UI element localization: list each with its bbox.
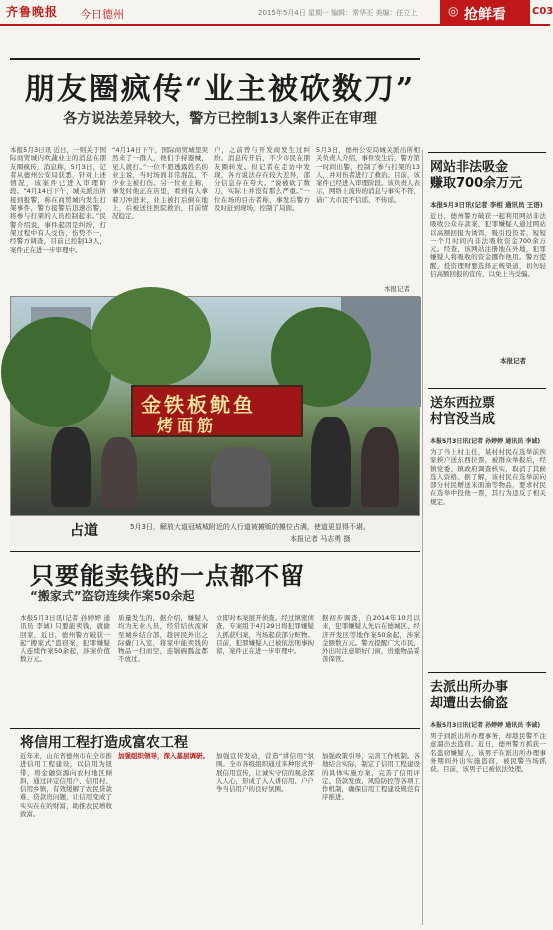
stall-sign-text: 烤面筋 (157, 416, 218, 435)
issue-meta: 2015年5月4日 星期一 编辑：常华丕 美编：任立上 (258, 9, 418, 17)
story2-subhead: “搬家式”盗窃连续作案50余起 (30, 589, 195, 603)
story3-column-4: 加强政策引导，完善工作机制。各地结合实际，制定了信用工程建设的具体实施方案，完善了信用评定、贷款发放、风险防控等各项工作机制，确保信用工程建设规范有序推进。 (322, 752, 420, 802)
sidebar-rule (428, 388, 546, 389)
sidebar-story2-title: 送东西拉票 村官没当成 (430, 396, 496, 427)
story1-column-2: “4月14日下午，国际商贸城里突然来了一群人，他们手持器械，见人就打。”一位不愿透露姓名的业主说，当时场面非常混乱，不少业主被打伤。另一位业主称，事发时他正在店里，看到有人拿着刀冲进来，业主被打后倒在地上，后被送往医院救治，目前情况稳定。 (112, 146, 208, 221)
story1-column-1: 本报5月3日讯 近日，一则关于国际商贸城内吹蔬业主的消息在朋友圈疯传，消息称，5月3日，记者从德州公安局获悉，针对上述情况，该案件已进入审理阶段。“4月14日下午，城关派出所接到报警，称在商贸城内发生打架事件，警方接警后迅速出警，将参与打架的人员控制起来。”民警介绍说，事件起因是纠纷，打架过程中有人受伤，伤势不一，经警方调查，目前已控制13人，案件正在进一步审理中。 (10, 146, 106, 254)
photo-stall-counter (211, 447, 271, 507)
story2-column-2: 质量发生的，据介绍，嫌疑人均为无业人员，经常结伙流窜至城乡结合部，趁居民外出之际撬门入室，将家中能卖钱的物品一扫而空，连锅碗瓢盆都不放过。 (118, 614, 208, 664)
sidebar-rule (428, 672, 546, 673)
section-divider (10, 728, 420, 729)
page-number: C03 (532, 6, 553, 17)
story1-byline: 本报记者 (384, 285, 410, 293)
sidebar-story3-title: 去派出所办事 却遭出去偷盗 (430, 680, 509, 711)
story2-column-1: 本报5月3日讯(记者 孙婷婷 通讯员 李诚) 只要能卖钱，就偷回家，近日，德州警方破获一起“搬家式”盗窃案，犯罪嫌疑人连续作案50余起，涉案价值数万元。 (20, 614, 110, 664)
story2-column-4: 据初步调查，自2014年10月以来，犯罪嫌疑人先后在德城区、经济开发区等地作案50余起，涉案金额数万元。警方提醒广大市民，外出时注意锁好门窗，贵重物品妥善保管。 (322, 614, 420, 664)
sidebar-story2-byline: 本报5月3日讯(记者 孙婷婷 通讯员 李诚) (430, 438, 541, 445)
story1-column-3: 户，之前曾与开发商发生过纠纷。消息传开后，不少市民在朋友圈转发。但记者在走访中发现，各方说法存在较大差异，部分信息存在夸大。“说被砍了数刀，实际上并没有那么严重。”一位在场的目击者称，事发后警方及时赶到现场，控制了局面。 (214, 146, 310, 213)
stall-sign-text: 金铁板鱿鱼 (141, 393, 256, 417)
section-icon: ◎ (448, 4, 459, 18)
photo-caption: 5月3日，解放大道冠城城附近的人行道被摊贩的摊位占满，使道更显得不堪。 (130, 523, 370, 531)
photo-person (101, 437, 137, 507)
newspaper-logo: 齐鲁晚报 (6, 5, 59, 19)
photo-credit: 本报记者 马志勇 摄 (290, 535, 351, 543)
headline-rule (10, 58, 420, 60)
story3-column-1: 近年来，山东省德州市在全市推进信用工程建设，以信用为纽带，将金融资源向农村地区倾斜，通过评定信用户、信用村、信用乡镇，有效缓解了农民贷款难、贷款贵问题，让信用变成了实实在在的财富，助推农民增收致富。 (20, 752, 112, 819)
main-subhead: 各方说法差异较大，警方已控制13人案件正在审理 (63, 111, 377, 127)
section-divider (10, 551, 420, 552)
main-headline: 朋友圈疯传“业主被砍数刀” (24, 72, 416, 107)
page-header (0, 0, 553, 26)
sidebar-story3-byline: 本报5月3日讯(记者 孙婷婷 通讯员 李诚) (430, 722, 541, 729)
photo-person (361, 427, 399, 507)
sidebar-story1-title: 网站非法吸金 赚取700余万元 (430, 160, 523, 191)
story1-column-4: 5月3日，德州公安局城关派出所相关负责人介绍，事件发生后，警方第一时间出警，控制了参与打架的13人，并对伤者进行了救治。目前，该案件已经进入审理阶段。该负责人表示，网络上流传的消息与事实不符，请广大市民不信谣、不传谣。 (316, 146, 420, 204)
sidebar-story1-text: 近日，德州警方破获一起利用网站非法吸收公众存款案，犯罪嫌疑人通过网站以高额回报为诱饵，吸引投资者，短短一个月时间内非法吸收资金700余万元。经查，该网站注册地在外地，犯罪嫌疑人将吸收的资金挪作他用。警方提醒，投资理财要选择正规渠道，切勿轻信高额回报的宣传，以免上当受骗。 (430, 212, 546, 279)
photo-caption-title: 占道 (70, 523, 98, 539)
sidebar-story3-text: 男子到派出所办理事务，却趁民警不注意溜出去盗窃。近日，德州警方抓获一名盗窃嫌疑人，该男子在派出所办理事务期间外出实施盗窃，被民警当场抓获。目前，该男子已被依法处理。 (430, 732, 546, 774)
story3-column-3: 加强宣传发动，营造“讲信用”氛围。全市各级组织通过多种形式开展信用宣传，让诚实守信的观念深入人心，形成了人人讲信用、户户争当信用户的良好氛围。 (216, 752, 314, 794)
story2-column-3: 立即对本案展开侦查。经过缜密侦查，专案组于4月29日将犯罪嫌疑人抓获归案，当场起获部分赃物。目前，犯罪嫌疑人已被依法刑事拘留，案件正在进一步审理中。 (216, 614, 314, 656)
edition-name: 今日德州 (80, 8, 124, 21)
photo-tree (91, 287, 211, 387)
sidebar-divider (422, 150, 423, 925)
sidebar-story1-byline-end: 本报记者 (500, 357, 526, 365)
story3-headline: 将信用工程打造成富农工程 (20, 735, 188, 751)
news-photo (10, 296, 420, 516)
photo-person (311, 417, 351, 507)
section-name: 抢鲜看 (464, 7, 506, 23)
sidebar-story2-text: 为了当上村主任，某村村民在选举前挨家挨户送东西拉票，被群众举报后，经镇党委、镇政府调查核实，取消了其候选人资格。据了解，该村民在选举前向部分村民赠送米面油等物品，要求村民在选举中投他一票，其行为违反了相关规定。 (430, 448, 546, 506)
sidebar-rule (428, 152, 546, 153)
sidebar-story1-byline: 本报5月3日讯(记者 李相 通讯员 王语) (430, 201, 543, 209)
story3-column-2: 加强组织领导，深入基层调研。 (118, 752, 209, 760)
story2-headline: 只要能卖钱的一点都不留 (30, 561, 305, 590)
photo-person (51, 427, 91, 507)
